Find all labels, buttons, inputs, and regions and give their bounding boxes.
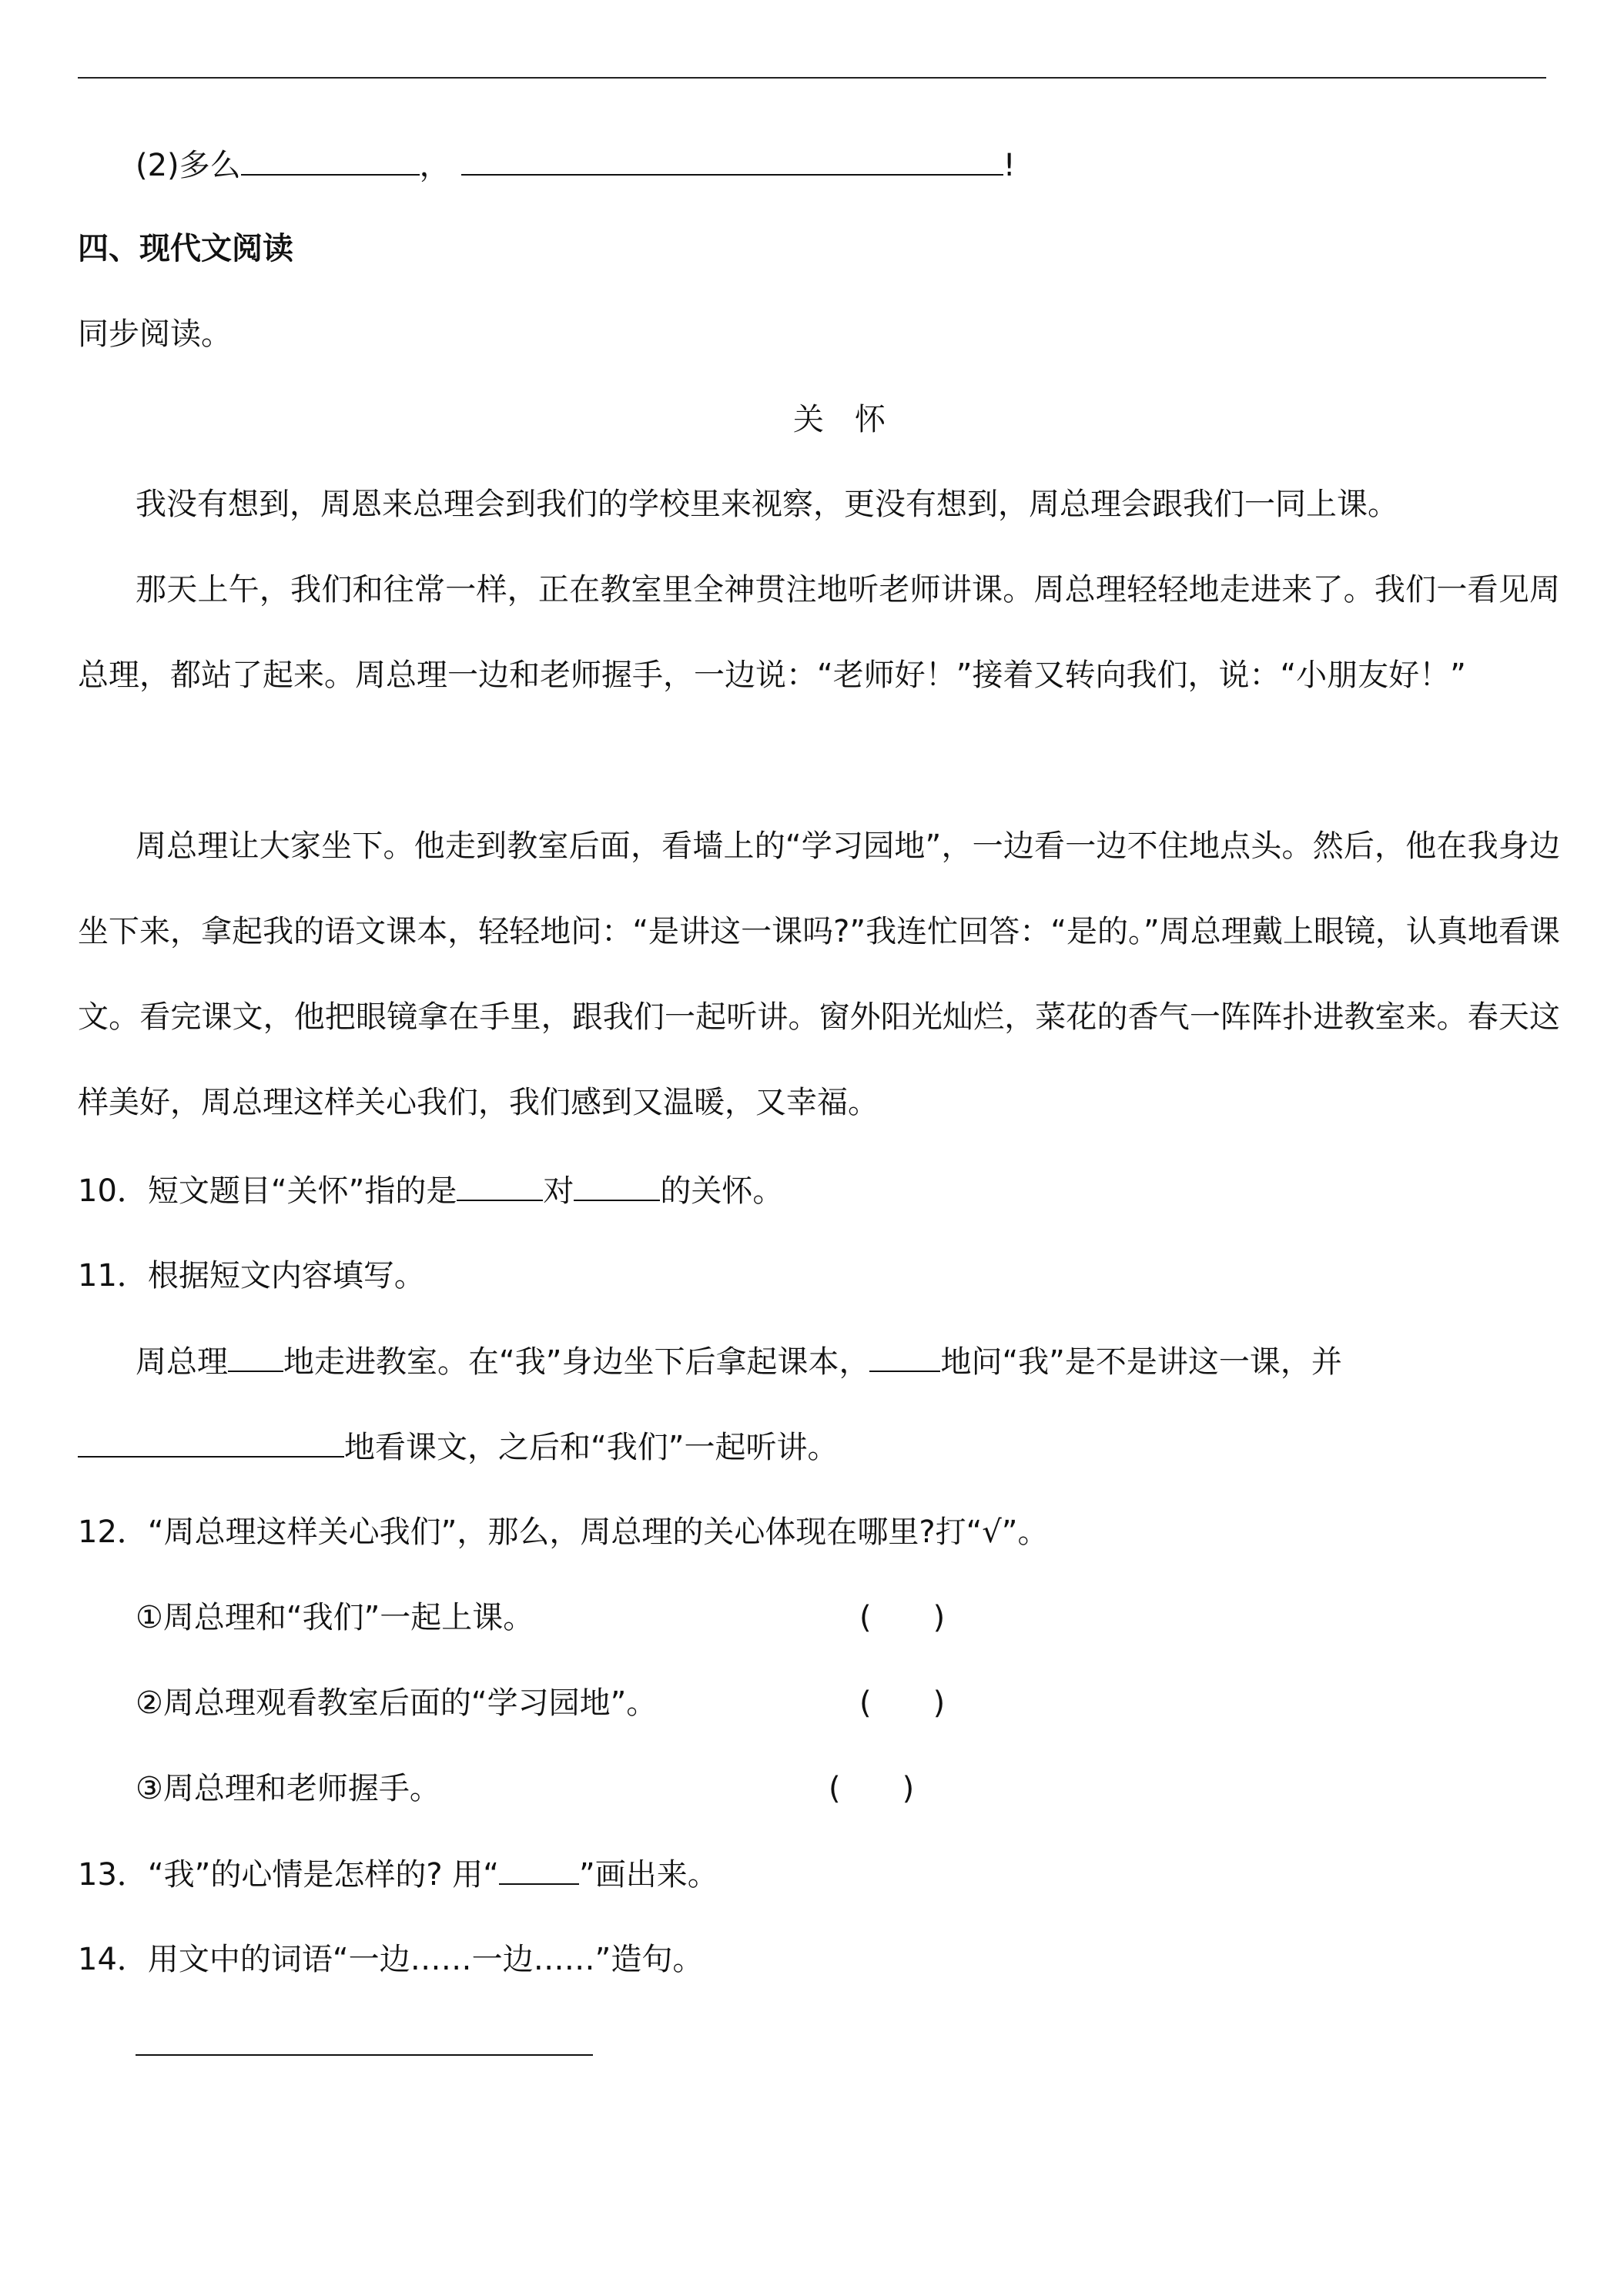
q12-checkbox-1[interactable]: ( ) xyxy=(859,1600,946,1635)
question-11-stem: 11．根据短文内容填写。 xyxy=(78,1258,425,1294)
question-2-prefix: (2)多么 xyxy=(136,148,241,183)
answer-blank[interactable] xyxy=(869,1340,940,1372)
answer-blank[interactable] xyxy=(136,2023,593,2056)
q12-option-2: ②周总理观看教室后面的“学习园地”。 xyxy=(136,1685,658,1721)
question-14-stem: 14．用文中的词语“一边……一边……”造句。 xyxy=(78,1942,704,1977)
exclamation: ! xyxy=(1003,148,1016,183)
question-10 xyxy=(78,1169,783,1213)
q12-option-3: ③周总理和老师握手。 xyxy=(136,1771,440,1806)
section-heading: 四、现代文阅读 xyxy=(78,231,293,266)
q13-text: ”画出来。 xyxy=(579,1857,718,1893)
question-13 xyxy=(78,1853,718,1896)
q13-text: 13．“我”的心情是怎样的? 用“ xyxy=(78,1857,500,1893)
q10-text: 的关怀。 xyxy=(660,1173,784,1209)
q10-text: 10．短文题目“关怀”指的是 xyxy=(78,1173,457,1209)
question-2-line xyxy=(136,143,1016,187)
passage-paragraph-1: 我没有想到，周恩来总理会到我们的学校里来视察，更没有想到，周总理会跟我们一同上课。 xyxy=(136,487,1398,522)
answer-blank[interactable] xyxy=(574,1169,660,1201)
header-rule xyxy=(78,77,1546,79)
question-12-stem: 12．“周总理这样关心我们”，那么，周总理的关心体现在哪里?打“√”。 xyxy=(78,1514,1049,1550)
q11-text: 地走进教室。在“我”身边坐下后拿起课本， xyxy=(283,1344,870,1380)
passage-paragraph-3: 周总理让大家坐下。他走到教室后面，看墙上的“学习园地”，一边看一边不住地点头。然后，他在我身边坐下来，拿起我的语文课本，轻轻地问：“是讲这一课吗?”我连忙回答：“是的。”周总理戴上眼镜，认真地看课文。看完课文，他把眼镜拿在手里，跟我们一起听讲。窗外阳光灿烂，菜花的香气一阵阵扑进教室来。春天这样美好，周总理这样关心我们，我们感到又温暖，又幸福。 xyxy=(78,828,1560,1120)
question-11-line-1 xyxy=(136,1340,1342,1384)
passage-title: 关 怀 xyxy=(793,402,886,437)
answer-blank[interactable] xyxy=(228,1340,283,1372)
answer-blank[interactable] xyxy=(78,1425,344,1458)
question-14-answer-line xyxy=(136,2023,593,2067)
q11-text: 地看课文，之后和“我们”一起听讲。 xyxy=(344,1430,839,1465)
q12-option-1: ①周总理和“我们”一起上课。 xyxy=(136,1600,534,1635)
passage-paragraph-2: 那天上午，我们和往常一样，正在教室里全神贯注地听老师讲课。周总理轻轻地走进来了。我们一看见周总理，都站了起来。周总理一边和老师握手，一边说：“老师好！”接着又转向我们，说：“小朋友好！” xyxy=(78,572,1560,693)
q10-text: 对 xyxy=(543,1173,574,1209)
q11-text: 地问“我”是不是讲这一课，并 xyxy=(940,1344,1342,1380)
q11-text: 周总理 xyxy=(136,1344,228,1380)
answer-blank[interactable] xyxy=(461,143,1003,176)
answer-blank[interactable] xyxy=(499,1853,579,1885)
q12-checkbox-3[interactable]: ( ) xyxy=(829,1771,915,1806)
answer-blank[interactable] xyxy=(457,1169,543,1201)
q12-checkbox-2[interactable]: ( ) xyxy=(859,1685,946,1721)
instruction: 同步阅读。 xyxy=(78,316,232,352)
answer-blank[interactable] xyxy=(241,143,420,176)
question-11-line-2 xyxy=(78,1425,838,1469)
comma: ， xyxy=(419,148,450,183)
